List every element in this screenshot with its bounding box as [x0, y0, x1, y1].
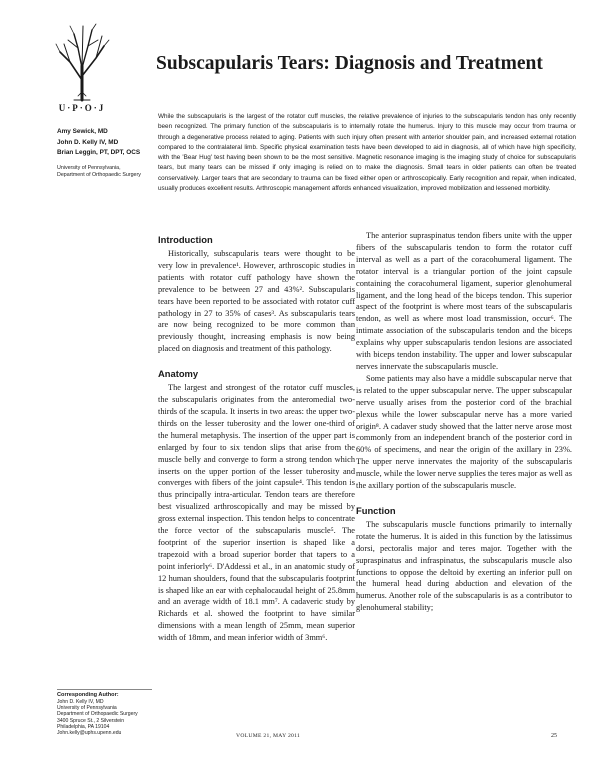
- introduction-heading: Introduction: [158, 234, 213, 245]
- journal-logo: [52, 22, 112, 114]
- corresponding-author-heading: Corresponding Author:: [57, 689, 152, 699]
- corresponding-author-line: University of Pennsylvania: [57, 705, 117, 712]
- function-paragraph: The subscapularis muscle functions primarily to internally rotate the humerus. It is aided in this function by the latissimus dorsi, pectoralis major and teres major. Together with the supraspinatus and infraspinatus, the subscapularis muscle also functions to oppose the deltoid by exerting an inferior pull on the humeral head during abduction and elevation of the humerus. Another role of the subscapularis is as a contributor to glenohumeral stability;: [356, 519, 572, 613]
- anatomy-paragraph: The largest and strongest of the rotator cuff muscles, the subscapularis originates from the anteromedial two-thirds of the scapula. It inserts in two areas: the upper two-thirds on the lesser tuberosity and the lower one-third of the humeral metaphysis. The insertion of the upper part is enlarged by four to six tendon slips that arise from the muscle belly and converge to form a strong tendon which inserts on the upper portion of the lesser tuberosity and converges with fibers of the joint capsule⁴. This tendon is thus principally intra-articular. Tendon tears are therefore best visualized arthroscopically and may be missed by gross external inspection. This tendon helps to concentrate the force vector of the subscapularis muscle⁵. The footprint of the superior insertion is shaped like a trapezoid with a broad superior border that tapers to a point inferiorly⁶. D'Addessi et al., in an anatomic study of 12 human shoulders, found that the subscapularis footprint is shaped like an ear with cephalocaudal height of 25.8mm and an average width of 18.1 mm⁷. A cadaveric study by Richards et al. showed the footprint to have similar dimensions with a mean length of 25mm, mean superior width of 18mm, and mean inferior width of 3mm⁶.: [158, 383, 355, 643]
- author-name: Brian Leggin, PT, DPT, OCS: [57, 149, 141, 157]
- introduction-paragraph: Historically, subscapularis tears were thought to be very low in prevalence¹. However, arthroscopic studies in patients with rotator cuff pathology have shown the prevalence to be between 27 and 43%². Subscapularis tears have been reported to be associated with rotator cuff pathology in 27 to 35% of cases³. As subscapularis tears are now being recognized to be more common than previously thought, increasing emphasis is now being placed on diagnosis and treatment of this pathology.: [158, 249, 355, 354]
- anatomy-heading: Anatomy: [158, 368, 199, 380]
- author-affiliation: [57, 165, 152, 180]
- function-heading: Function: [356, 504, 396, 516]
- tree-logo-icon: [52, 22, 112, 102]
- affiliation-line: Department of Orthopaedic Surgery: [57, 172, 141, 179]
- abstract: While the subscapularis is the largest of the rotator cuff muscles, the relative prevalence of injuries to the subscapularis tendon has only recently been recognized. The primary function of the subscapularis is to internally rotate the humerus. Injury to this muscle may occur from trauma or through a degenerative process related to aging. Patients with such injury often present with anterior shoulder pain, and increased external rotation compared to the contralateral limb. Specific physical examination tests have been developed to aid in diagnosis, all of which have high specificity, with the 'Bear Hug' test having been shown to be the most sensitive. Magnetic resonance imaging is the imaging study of choice for subscapularis tears, but many tears can be missed if only imaging is relied on to make the diagnosis. Small tears in older patients can often be treated conservatively. Larger tears that are secondary to trauma can be fixed either open or arthroscopically. Early recognition and repair, when indicated, usually produces excellent results. Arthroscopic management affords enhanced visualization, improved mobilization and lessened morbidity.: [158, 113, 576, 192]
- corresponding-author: [57, 689, 152, 736]
- right-column: [356, 230, 572, 614]
- nerve-paragraph: Some patients may also have a middle subscapular nerve that is related to the upper subscapular nerve. The upper subscapular nerve usually arises from the posterior cord of the brachial plexus while the lower subscapular nerve has a more varied origin⁸. A cadaver study showed that the latter nerve arose most commonly from an independent branch of the posterior cord in 60% of specimens, and near the origin of the axillary in 23%. The upper nerve innervates the majority of the subscapularis muscle, while the lower nerve supplies the teres major as well as the axillary portion of the subscapularis muscle.: [356, 373, 572, 491]
- corresponding-author-line: 3400 Spruce St., 2 Silverstein: [57, 717, 125, 724]
- author-name: John D. Kelly IV, MD: [57, 138, 119, 146]
- footer-volume: VOLUME 21, MAY 2011: [236, 733, 301, 739]
- left-column: [158, 234, 355, 644]
- page-number: 25: [551, 733, 557, 739]
- corresponding-author-line: Philadelphia, PA 19104: [57, 723, 110, 730]
- corresponding-author-line: Department of Orthopaedic Surgery: [57, 711, 138, 718]
- anatomy-paragraph-continued: The anterior supraspinatus tendon fibers unite with the upper fibers of the subscapularis tendon to form the rotator cuff interval as well as a part of the coracohumeral ligament. The rotator interval is a triangular portion of the joint capsule containing the coracohumeral ligament, superior glenohumeral ligament, and the long head of the biceps tendon. This superior aspect of the footprint is where most tears of the subscapularis tendon, as well as where most load transmission, occur⁶. The intimate association of the subscapularis tendon and the biceps explains why upper subscapularis tendon lesions are associated with biceps tendon instability. The upper and lower subscapular nerves innervate the subscapularis muscle.: [356, 231, 572, 371]
- author-name: Amy Sewick, MD: [57, 128, 108, 135]
- corresponding-author-email[interactable]: John.kelly@uphs.upenn.edu: [57, 730, 122, 737]
- corresponding-author-line: John D. Kelly IV, MD: [57, 699, 104, 705]
- journal-brand: U·P·O·J: [58, 103, 106, 113]
- article-title: Subscapularis Tears: Diagnosis and Treatment: [156, 53, 543, 74]
- affiliation-line: University of Pennsylvania,: [57, 164, 121, 171]
- author-block: [57, 127, 152, 180]
